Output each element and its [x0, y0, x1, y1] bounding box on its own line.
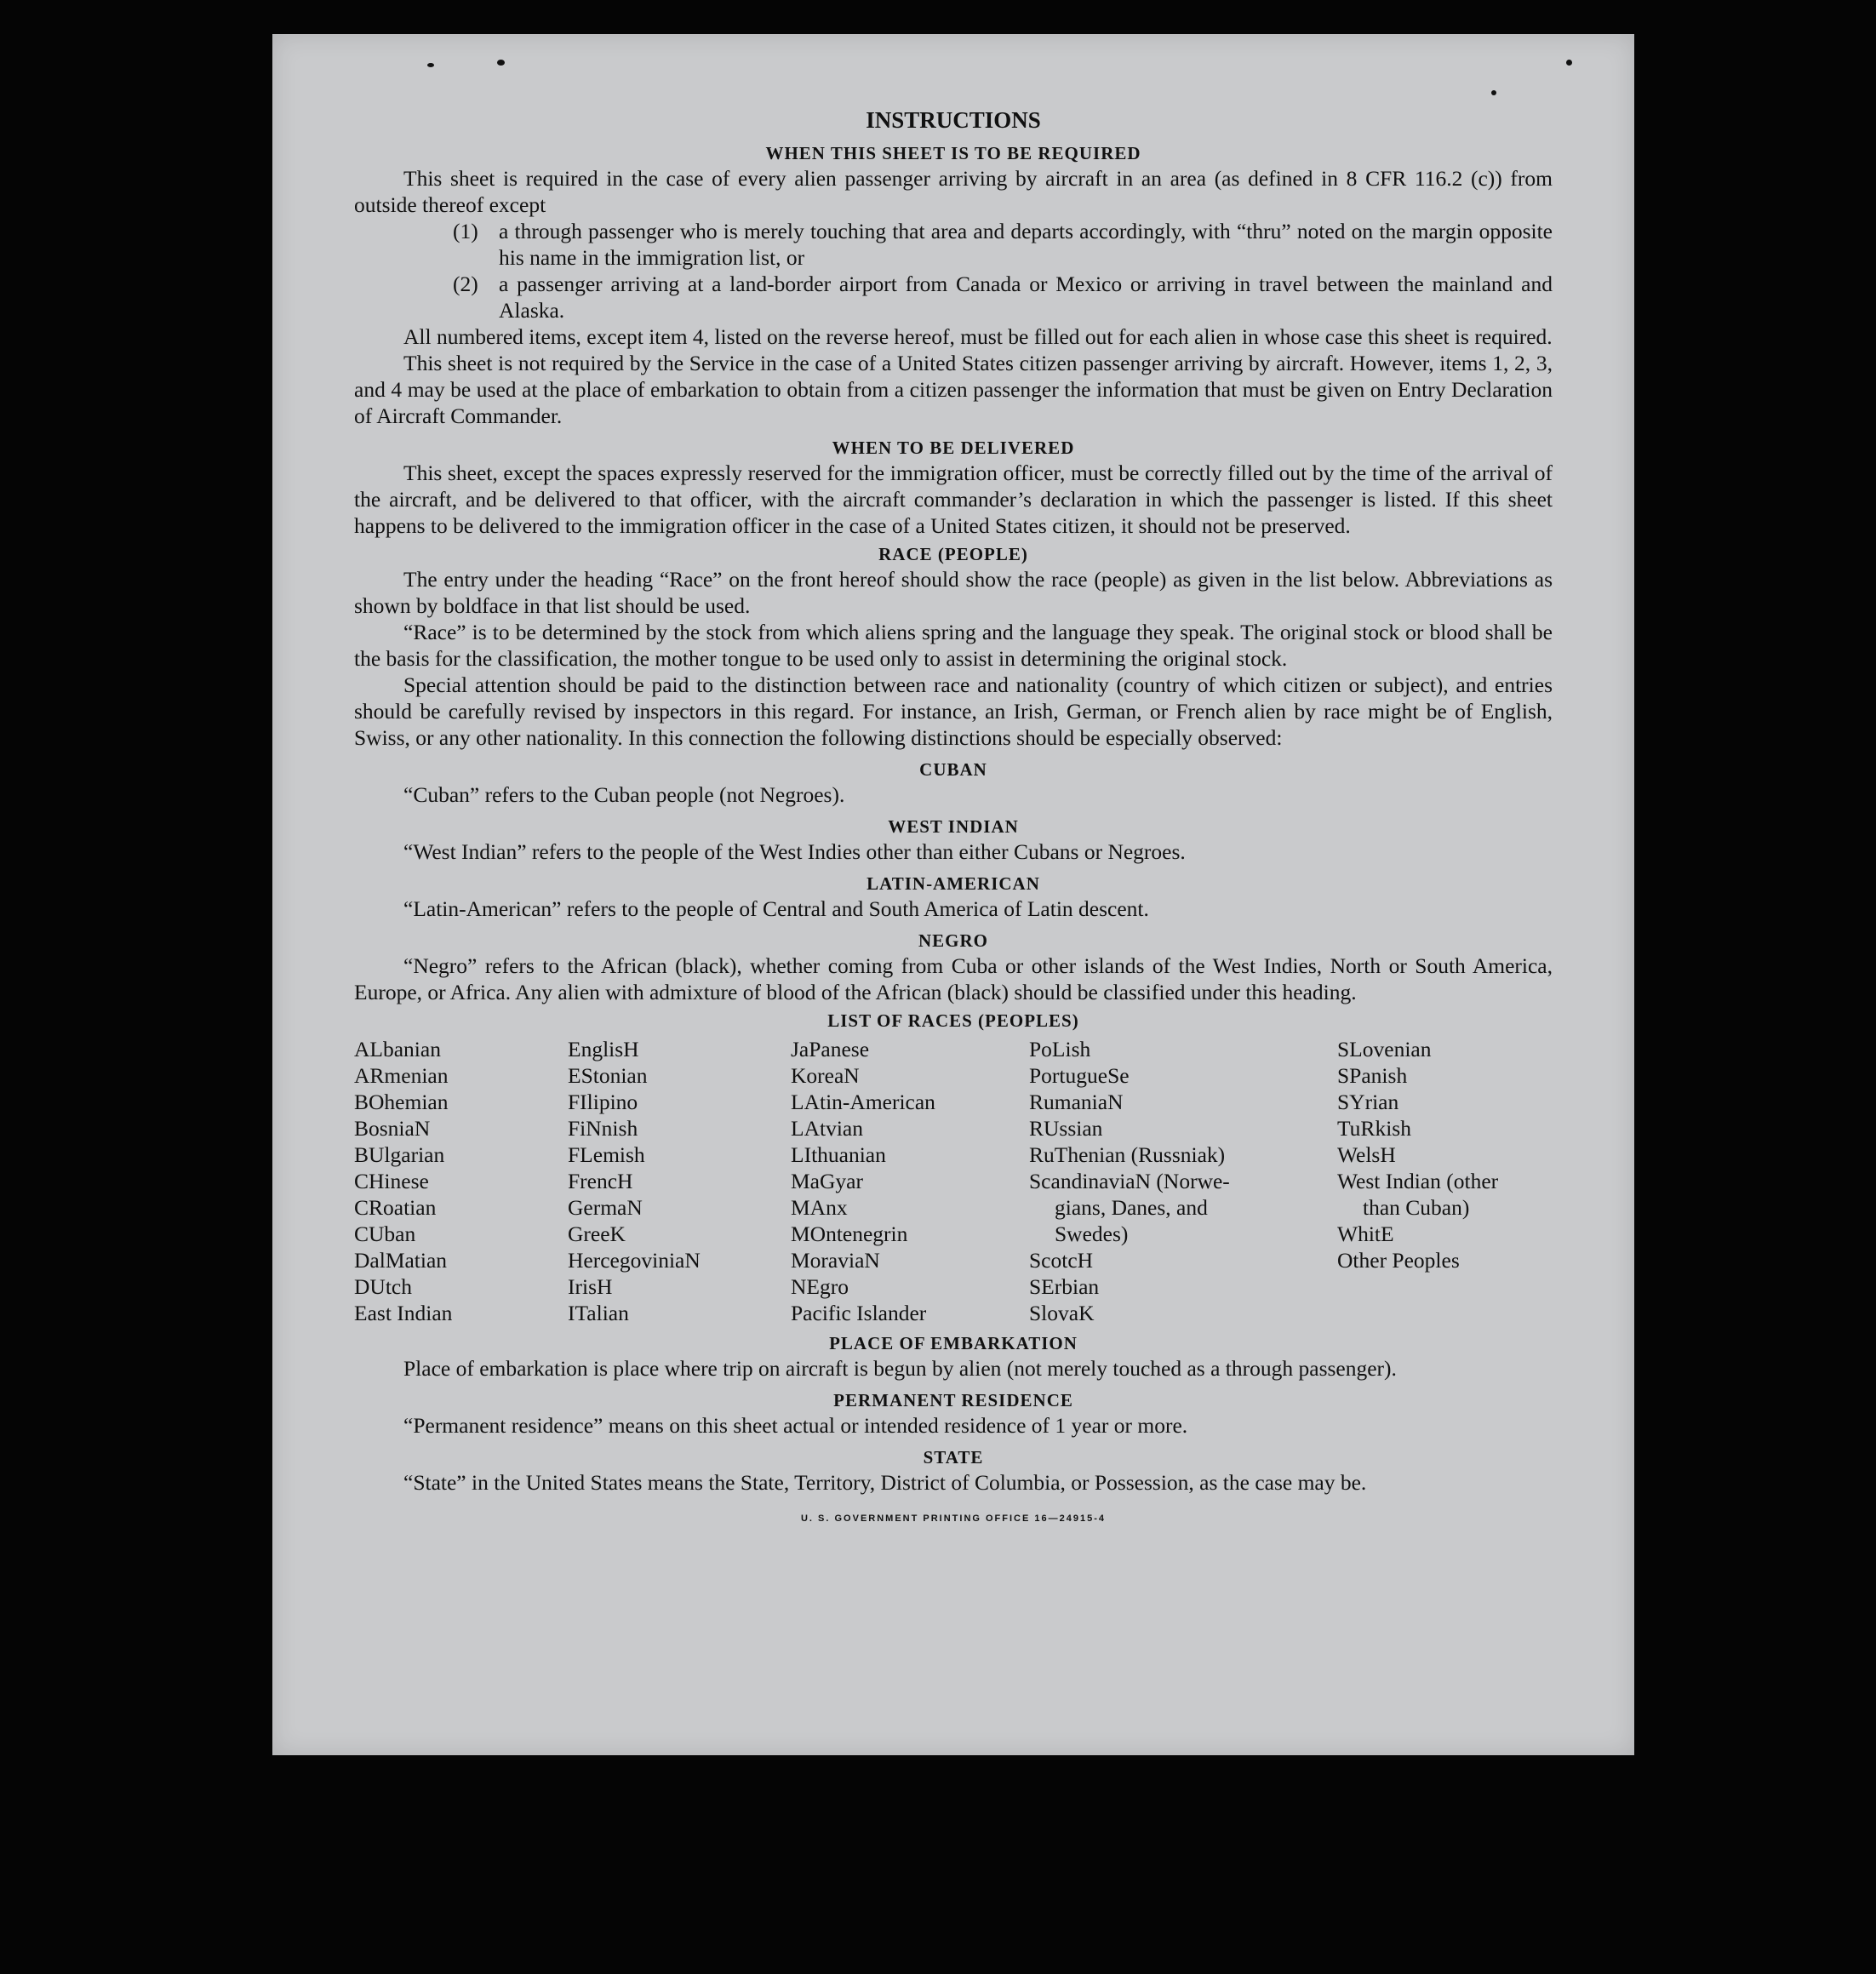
race-entry: LAtin-American: [791, 1090, 935, 1114]
race-entry: CUban: [354, 1222, 416, 1246]
race-entry: EnglisH: [568, 1037, 639, 1061]
race-entry: FIlipino: [568, 1090, 638, 1114]
races-column-2: [568, 1036, 791, 1326]
race-entry: NEgro: [791, 1274, 849, 1299]
embarkation-paragraph: Place of embarkation is place where trip on aircraft is begun by alien (not merely touched as a through passenger).: [403, 1356, 1397, 1381]
race-entry: SYrian: [1337, 1090, 1399, 1114]
race-entry: TuRkish: [1337, 1116, 1411, 1141]
race-entry: MoraviaN: [791, 1248, 880, 1273]
scan-speck: [497, 60, 505, 66]
race-entry: SLovenian: [1337, 1037, 1432, 1061]
race-entry: Other Peoples: [1337, 1248, 1460, 1273]
item-text: a through passenger who is merely touching that area and departs accordingly, with “thru” noted on the margin opposite his name in the immigration list, or: [499, 219, 1553, 270]
section-heading-required: WHEN THIS SHEET IS TO BE REQUIRED: [765, 143, 1141, 163]
page-title: INSTRUCTIONS: [866, 107, 1041, 133]
race-entry: than Cuban): [1363, 1195, 1470, 1220]
cuban-paragraph: “Cuban” refers to the Cuban people (not Negroes).: [403, 782, 845, 807]
race-entry: EStonian: [568, 1063, 648, 1088]
negro-paragraph: “Negro” refers to the African (black), whether coming from Cuba or other islands of the West Indies, North or South America, Europe, or Africa. Any alien with admixture of blood of the African (black) should be classified under this heading.: [354, 953, 1553, 1004]
residence-paragraph: “Permanent residence” means on this sheet actual or intended residence of 1 year or more.: [403, 1413, 1188, 1438]
races-column-1: [354, 1036, 568, 1326]
race-entry: KoreaN: [791, 1063, 860, 1088]
race-entry: DUtch: [354, 1274, 412, 1299]
section-heading-residence: PERMANENT RESIDENCE: [833, 1390, 1073, 1410]
race-entry: JaPanese: [791, 1037, 870, 1061]
race-entry: WhitE: [1337, 1222, 1394, 1246]
latin-american-paragraph: “Latin-American” refers to the people of Central and South America of Latin descent.: [403, 896, 1149, 921]
race-entry: LAtvian: [791, 1116, 863, 1141]
race-entry: CHinese: [354, 1169, 429, 1193]
races-column-3: [791, 1036, 1029, 1326]
section-heading-embarkation: PLACE OF EMBARKATION: [829, 1333, 1078, 1353]
required-intro: This sheet is required in the case of every alien passenger arriving by aircraft in an area (as defined in 8 CFR 116.2 (c)) from outside thereof except: [354, 166, 1553, 217]
races-column-4: [1029, 1036, 1337, 1326]
race-entry: BosniaN: [354, 1116, 431, 1141]
section-heading-state: STATE: [923, 1447, 984, 1468]
delivered-paragraph: This sheet, except the spaces expressly reserved for the immigration officer, must be correctly filled out by the time of the arrival of the aircraft, and be delivered to that officer, with the aircraft commander’s declaration in which the passenger is listed. If this sheet happens to be delivered to the immigration officer in the case of a United States citizen, it should not be preserved.: [354, 461, 1553, 538]
section-heading-cuban: CUBAN: [919, 759, 987, 780]
race-entry: FiNnish: [568, 1116, 638, 1141]
state-paragraph: “State” in the United States means the State, Territory, District of Columbia, or Possession, as the case may be.: [403, 1470, 1367, 1495]
section-heading-races-list: LIST OF RACES (PEOPLES): [827, 1010, 1079, 1031]
race-entry: ScandinaviaN (Norwe-: [1029, 1169, 1230, 1193]
printer-imprint: U. S. GOVERNMENT PRINTING OFFICE 16—24915-4: [800, 1513, 1106, 1524]
race-paragraph: “Race” is to be determined by the stock from which aliens spring and the language they speak. The original stock or blood shall be the basis for the classification, the mother tongue to be used only to assist in determining the original stock.: [354, 620, 1553, 671]
race-entry: ScotcH: [1029, 1248, 1094, 1273]
race-entry: DalMatian: [354, 1248, 448, 1273]
race-entry: ITalian: [568, 1301, 629, 1325]
item-number: (2): [453, 272, 478, 296]
item-number: (1): [453, 219, 478, 243]
section-heading-negro: NEGRO: [918, 930, 988, 951]
list-item: [354, 271, 1553, 323]
scan-speck: [427, 63, 434, 67]
race-entry: FrencH: [568, 1169, 633, 1193]
item-text: a passenger arriving at a land-border airport from Canada or Mexico or arriving in travel between the mainland and Alaska.: [499, 272, 1553, 323]
section-heading-latin-american: LATIN-AMERICAN: [867, 873, 1040, 894]
race-entry: East Indian: [354, 1301, 453, 1325]
race-entry: BOhemian: [354, 1090, 449, 1114]
race-entry: SlovaK: [1029, 1301, 1095, 1325]
race-entry: PoLish: [1029, 1037, 1091, 1061]
race-entry: FLemish: [568, 1142, 645, 1167]
race-entry: PortugueSe: [1029, 1063, 1130, 1088]
scan-speck: [1566, 60, 1572, 66]
race-entry: gians, Danes, and: [1055, 1195, 1208, 1220]
race-entry: MaGyar: [791, 1169, 863, 1193]
race-paragraph: Special attention should be paid to the distinction between race and nationality (country of which citizen or subject), and entries should be carefully revised by inspectors in this regard. For instance, an Irish, German, or French alien by race might be of English, Swiss, or any other nationality. In this connection the following distinctions should be especially observed:: [354, 672, 1553, 750]
race-entry: West Indian (other: [1337, 1169, 1499, 1193]
races-column-5: [1337, 1036, 1553, 1326]
race-entry: HercegoviniaN: [568, 1248, 701, 1273]
race-entry: MOntenegrin: [791, 1222, 908, 1246]
instructions-content: [354, 102, 1553, 1532]
required-paragraph: This sheet is not required by the Service in the case of a United States citizen passenger arriving by aircraft. However, items 1, 2, 3, and 4 may be used at the place of embarkation to obtain from a citizen passenger the information that must be given on Entry Declaration of Aircraft Commander.: [354, 351, 1553, 428]
race-entry: GermaN: [568, 1195, 643, 1220]
race-entry: SPanish: [1337, 1063, 1408, 1088]
race-entry: RuThenian (Russniak): [1029, 1142, 1226, 1167]
races-list: [354, 1036, 1553, 1326]
race-entry: WelsH: [1337, 1142, 1396, 1167]
race-entry: GreeK: [568, 1222, 626, 1246]
race-entry: BUlgarian: [354, 1142, 445, 1167]
race-paragraph: The entry under the heading “Race” on the front hereof should show the race (people) as given in the list below. Abbreviations as shown by boldface in that list should be used.: [354, 567, 1553, 618]
race-entry: RUssian: [1029, 1116, 1103, 1141]
document-sheet: [272, 34, 1634, 1755]
race-entry: CRoatian: [354, 1195, 437, 1220]
section-heading-race: RACE (PEOPLE): [878, 544, 1028, 564]
race-entry: SErbian: [1029, 1274, 1100, 1299]
race-entry: ALbanian: [354, 1037, 441, 1061]
scan-speck: [1491, 90, 1496, 95]
list-item: [354, 218, 1553, 271]
race-entry: IrisH: [568, 1274, 613, 1299]
race-entry: LIthuanian: [791, 1142, 886, 1167]
required-paragraph: All numbered items, except item 4, listed on the reverse hereof, must be filled out for each alien in whose case this sheet is required.: [403, 324, 1553, 349]
section-heading-delivered: WHEN TO BE DELIVERED: [832, 438, 1075, 458]
race-entry: ARmenian: [354, 1063, 449, 1088]
section-heading-west-indian: WEST INDIAN: [888, 816, 1019, 837]
race-entry: RumaniaN: [1029, 1090, 1124, 1114]
race-entry: Swedes): [1055, 1222, 1129, 1246]
race-entry: MAnx: [791, 1195, 848, 1220]
race-entry: Pacific Islander: [791, 1301, 927, 1325]
west-indian-paragraph: “West Indian” refers to the people of the West Indies other than either Cubans or Negroes.: [403, 839, 1186, 864]
